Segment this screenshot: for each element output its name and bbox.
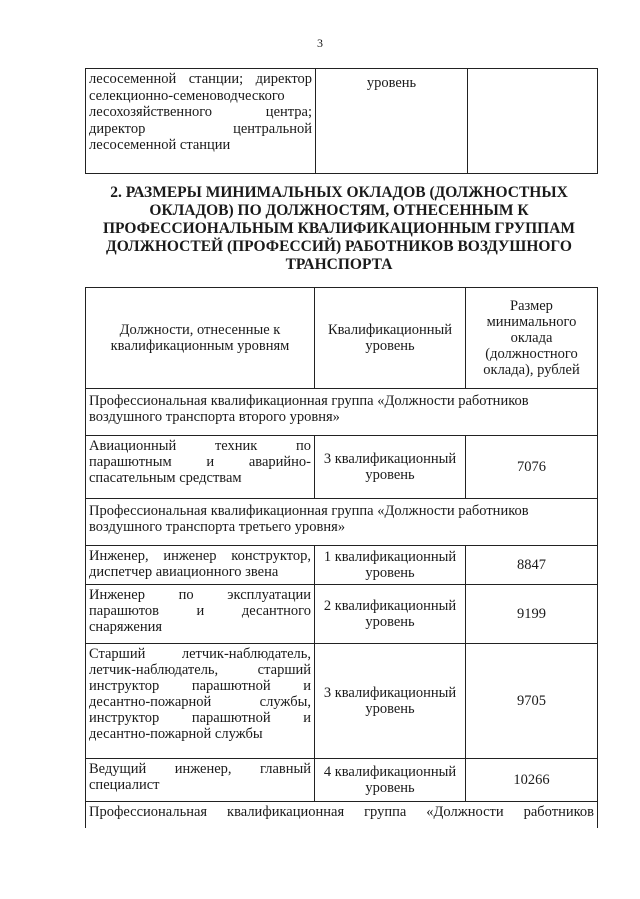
position-line: селекционно-семеноводческого bbox=[89, 87, 285, 104]
level-cell: 1 квалификационный уровень bbox=[315, 546, 466, 585]
salary-cell: 10266 bbox=[466, 759, 598, 802]
position-cell: Ведущий инженер, главный специалист bbox=[86, 759, 315, 802]
group-row bbox=[86, 389, 598, 436]
section-title: 2. РАЗМЕРЫ МИНИМАЛЬНЫХ ОКЛАДОВ (ДОЛЖНОСТНЫХ ОКЛАДОВ) ПО ДОЛЖНОСТЯМ, ОТНЕСЕННЫМ К ПРОФЕССИОНАЛЬНЫМ КВАЛИФИКАЦИОННЫМ ГРУППАМ ДОЛЖНОСТЕЙ (ПРОФЕССИЙ) РАБОТНИКОВ ВОЗДУШНОГО ТРАНСПОРТА bbox=[102, 184, 576, 273]
salary-cell bbox=[468, 69, 598, 174]
level-cell: 3 квалификационный уровень bbox=[315, 436, 466, 499]
table-row bbox=[86, 585, 598, 644]
header-row bbox=[86, 288, 598, 389]
continuation-table bbox=[85, 68, 598, 174]
position-cell: Инженер по эксплуатации парашютов и десантного снаряжения bbox=[86, 585, 315, 644]
group-row bbox=[86, 802, 598, 829]
table-row bbox=[86, 546, 598, 585]
table-row bbox=[86, 69, 598, 174]
header-position: Должности, отнесенные к квалификационным уровням bbox=[86, 288, 315, 389]
salary-cell: 9199 bbox=[466, 585, 598, 644]
group-title: Профессиональная квалификационная группа «Должности работников воздушного транспорта второго уровня» bbox=[86, 389, 598, 436]
group-title: Профессиональная квалификационная группа «Должности работников воздушного транспорта третьего уровня» bbox=[86, 499, 598, 546]
header-salary: Размер минимального оклада (должностного оклада), рублей bbox=[466, 288, 598, 389]
group-row bbox=[86, 499, 598, 546]
header-level: Квалификационный уровень bbox=[315, 288, 466, 389]
salary-cell: 9705 bbox=[466, 644, 598, 759]
salary-cell: 7076 bbox=[466, 436, 598, 499]
table-row bbox=[86, 644, 598, 759]
page-number: 3 bbox=[317, 36, 323, 50]
position-cell: Старший летчик-наблюдатель, летчик-наблюдатель, старший инструктор парашютной и десантно-пожарной службы, инструктор парашютной и десантно-пожарной службы bbox=[86, 644, 315, 759]
group-title: Профессиональная квалификационная группа «Должности работников bbox=[86, 802, 598, 829]
position-line: директор центральной bbox=[89, 120, 312, 137]
salary-cell: 8847 bbox=[466, 546, 598, 585]
level-cell: 2 квалификационный уровень bbox=[315, 585, 466, 644]
position-line: лесосеменной станции; директор bbox=[89, 71, 312, 87]
position-cell bbox=[86, 69, 316, 174]
level-cell: уровень bbox=[316, 69, 468, 174]
level-cell: 3 квалификационный уровень bbox=[315, 644, 466, 759]
table-row bbox=[86, 759, 598, 802]
position-line: лесосеменной станции bbox=[89, 137, 231, 153]
position-line: лесохозяйственного центра; bbox=[89, 104, 312, 120]
table-row bbox=[86, 436, 598, 499]
position-cell: Инженер, инженер конструктор, диспетчер авиационного звена bbox=[86, 546, 315, 585]
salary-table bbox=[85, 287, 598, 828]
level-cell: 4 квалификационный уровень bbox=[315, 759, 466, 802]
position-cell: Авиационный техник по парашютным и аварийно-спасательным средствам bbox=[86, 436, 315, 499]
